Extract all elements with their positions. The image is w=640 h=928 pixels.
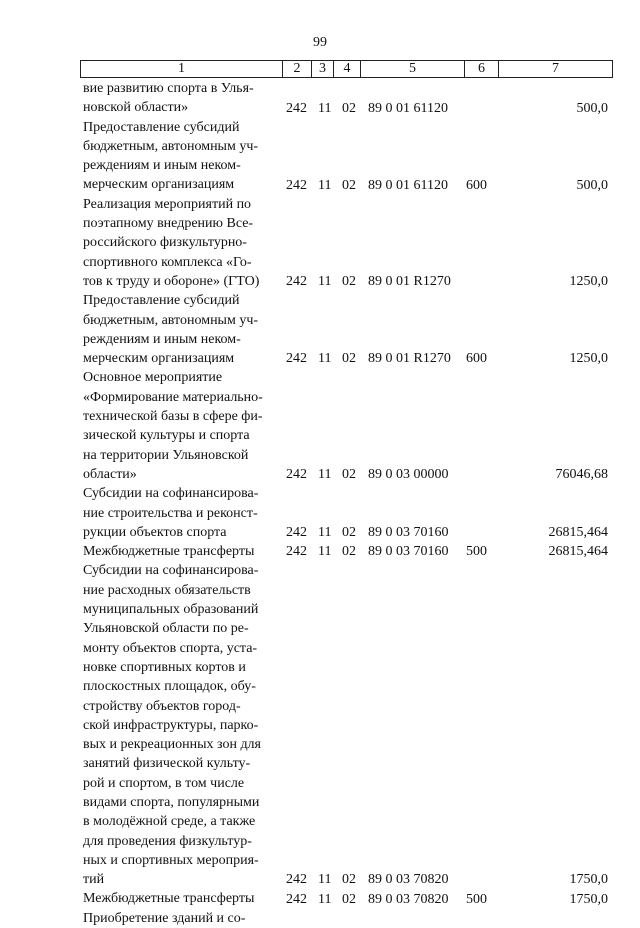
section-code: 11 bbox=[318, 177, 332, 193]
description-line: вых и рекреационных зон для bbox=[83, 737, 261, 753]
row-description bbox=[83, 561, 279, 889]
description-line: ской инфраструктуры, парко- bbox=[83, 717, 259, 733]
row-codes bbox=[0, 349, 640, 368]
section-code: 11 bbox=[318, 274, 332, 290]
column-header-5: 5 bbox=[361, 61, 465, 78]
target-article-code: 89 0 03 70820 bbox=[368, 872, 449, 888]
table-row bbox=[0, 291, 640, 368]
description-line: в молодёжной среде, а также bbox=[83, 814, 256, 830]
page-number: 99 bbox=[313, 35, 327, 50]
description-line: рой и спортом, в том числе bbox=[83, 775, 245, 791]
section-code: 11 bbox=[318, 100, 332, 116]
row-codes bbox=[0, 909, 640, 928]
expense-type-code: 500 bbox=[466, 891, 487, 907]
ved-code: 242 bbox=[286, 891, 307, 907]
subsection-code: 02 bbox=[342, 544, 356, 560]
description-line: Субсидии на софинансирова- bbox=[83, 486, 259, 502]
description-line: рукции объектов спорта bbox=[83, 524, 227, 540]
table-body bbox=[0, 79, 640, 928]
table-row bbox=[0, 484, 640, 542]
section-code: 11 bbox=[318, 351, 332, 367]
description-line: мерческим организациям bbox=[83, 351, 235, 367]
description-line: Основное мероприятие bbox=[83, 370, 223, 386]
description-line: Приобретение зданий и со- bbox=[83, 910, 246, 926]
description-line: российского физкультурно- bbox=[83, 235, 247, 251]
amount-value: 500,0 bbox=[576, 100, 608, 116]
target-article-code: 89 0 03 70820 bbox=[368, 891, 449, 907]
expense-type-code: 600 bbox=[466, 177, 487, 193]
description-line: бюджетным, автономным уч- bbox=[83, 312, 259, 328]
amount-value: 26815,464 bbox=[548, 525, 608, 541]
section-code: 11 bbox=[318, 891, 332, 907]
description-line: тий bbox=[83, 872, 105, 888]
subsection-code: 02 bbox=[342, 872, 356, 888]
description-line: видами спорта, популярными bbox=[83, 794, 260, 810]
target-article-code: 89 0 01 R1270 bbox=[368, 351, 451, 367]
table-row bbox=[0, 368, 640, 484]
amount-value: 1250,0 bbox=[569, 351, 608, 367]
amount-value: 1750,0 bbox=[569, 891, 608, 907]
subsection-code: 02 bbox=[342, 525, 356, 541]
table-row bbox=[0, 195, 640, 291]
row-codes bbox=[0, 99, 640, 118]
description-line: Ульяновской области по ре- bbox=[83, 621, 249, 637]
expense-type-code: 500 bbox=[466, 544, 487, 560]
section-code: 11 bbox=[318, 872, 332, 888]
description-line: стройству объектов город- bbox=[83, 698, 241, 714]
description-line: плоскостных площадок, обу- bbox=[83, 679, 256, 695]
column-header-6: 6 bbox=[465, 61, 499, 78]
ved-code: 242 bbox=[286, 100, 307, 116]
ved-code: 242 bbox=[286, 177, 307, 193]
row-codes bbox=[0, 542, 640, 561]
target-article-code: 89 0 03 70160 bbox=[368, 525, 449, 541]
description-line: бюджетным, автономным уч- bbox=[83, 138, 259, 154]
subsection-code: 02 bbox=[342, 351, 356, 367]
description-line: новской области» bbox=[83, 100, 189, 116]
column-header-row bbox=[80, 60, 613, 78]
row-codes bbox=[0, 465, 640, 484]
description-line: ных и спортивных мероприя- bbox=[83, 852, 259, 868]
section-code: 11 bbox=[318, 544, 332, 560]
column-header-2: 2 bbox=[283, 61, 312, 78]
description-line: реждениям и иным неком- bbox=[83, 158, 241, 174]
amount-value: 1750,0 bbox=[569, 872, 608, 888]
subsection-code: 02 bbox=[342, 891, 356, 907]
ved-code: 242 bbox=[286, 274, 307, 290]
column-header-4: 4 bbox=[334, 61, 361, 78]
description-line: для проведения физкультур- bbox=[83, 833, 252, 849]
description-line: Межбюджетные трансферты bbox=[83, 891, 255, 907]
row-codes bbox=[0, 176, 640, 195]
description-line: муниципальных образований bbox=[83, 602, 259, 618]
ved-code: 242 bbox=[286, 525, 307, 541]
description-line: Предоставление субсидий bbox=[83, 293, 240, 309]
column-header-1: 1 bbox=[81, 61, 283, 78]
section-code: 11 bbox=[318, 467, 332, 483]
row-codes bbox=[0, 272, 640, 291]
amount-value: 1250,0 bbox=[569, 274, 608, 290]
amount-value: 76046,68 bbox=[555, 467, 608, 483]
table-row bbox=[0, 561, 640, 889]
description-line: зической культуры и спорта bbox=[83, 428, 250, 444]
description-line: Реализация мероприятий по bbox=[83, 196, 252, 212]
row-codes bbox=[0, 523, 640, 542]
description-line: на территории Ульяновской bbox=[83, 447, 249, 463]
target-article-code: 89 0 01 61120 bbox=[368, 177, 448, 193]
description-line: Субсидии на софинансирова- bbox=[83, 563, 259, 579]
description-line: тов к труду и обороне» (ГТО) bbox=[83, 273, 260, 289]
table-row bbox=[0, 118, 640, 195]
column-header-3: 3 bbox=[312, 61, 334, 78]
table-row bbox=[0, 542, 640, 561]
description-line: реждениям и иным неком- bbox=[83, 331, 241, 347]
ved-code: 242 bbox=[286, 872, 307, 888]
table-row bbox=[0, 909, 640, 928]
target-article-code: 89 0 01 R1270 bbox=[368, 274, 451, 290]
target-article-code: 89 0 01 61120 bbox=[368, 100, 448, 116]
description-line: ние расходных обязательств bbox=[83, 582, 251, 598]
expense-type-code: 600 bbox=[466, 351, 487, 367]
description-line: спортивного комплекса «Го- bbox=[83, 254, 252, 270]
ved-code: 242 bbox=[286, 351, 307, 367]
subsection-code: 02 bbox=[342, 177, 356, 193]
description-line: технической базы в сфере фи- bbox=[83, 409, 263, 425]
description-line: мерческим организациям bbox=[83, 177, 235, 193]
description-line: Предоставление субсидий bbox=[83, 119, 240, 135]
description-line: Межбюджетные трансферты bbox=[83, 544, 255, 560]
target-article-code: 89 0 03 70160 bbox=[368, 544, 449, 560]
description-line: монту объектов спорта, уста- bbox=[83, 640, 258, 656]
section-code: 11 bbox=[318, 525, 332, 541]
amount-value: 26815,464 bbox=[548, 544, 608, 560]
description-line: «Формирование материально- bbox=[83, 389, 263, 405]
description-line: поэтапному внедрению Все- bbox=[83, 216, 254, 232]
ved-code: 242 bbox=[286, 544, 307, 560]
description-line: новке спортивных кортов и bbox=[83, 659, 246, 675]
table-row bbox=[0, 889, 640, 908]
table-row bbox=[0, 79, 640, 118]
subsection-code: 02 bbox=[342, 467, 356, 483]
column-header-7: 7 bbox=[499, 61, 613, 78]
description-line: ние строительства и реконст- bbox=[83, 505, 258, 521]
description-line: вие развитию спорта в Улья- bbox=[83, 81, 254, 96]
ved-code: 242 bbox=[286, 467, 307, 483]
row-codes bbox=[0, 890, 640, 909]
row-codes bbox=[0, 870, 640, 889]
amount-value: 500,0 bbox=[576, 177, 608, 193]
subsection-code: 02 bbox=[342, 274, 356, 290]
target-article-code: 89 0 03 00000 bbox=[368, 467, 449, 483]
description-line: занятий физической культу- bbox=[83, 756, 251, 772]
subsection-code: 02 bbox=[342, 100, 356, 116]
description-line: области» bbox=[83, 466, 137, 482]
